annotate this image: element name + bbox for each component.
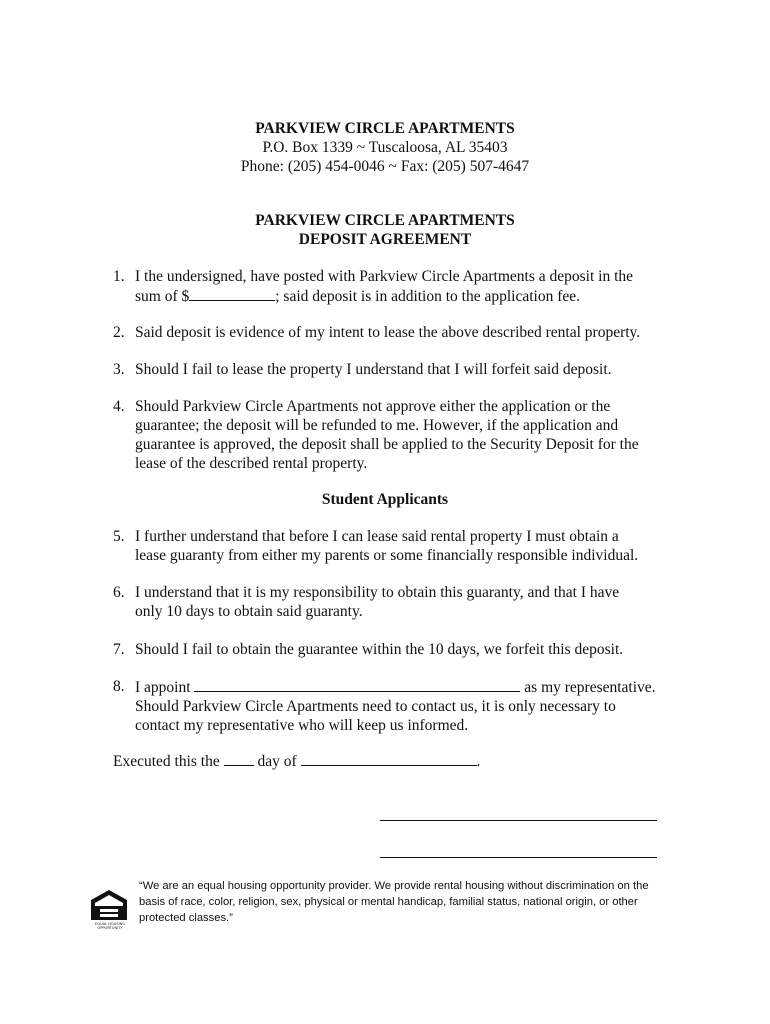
equal-housing-statement: “We are an equal housing opportunity provider. We provide rental housing without discrimination on the basis of race, color, religion, sex, physical or mental handicap, familial status, national origin, or other protected classes.” [139, 880, 649, 924]
clause-text: guarantee; the deposit will be refunded to me. However, if the application and [135, 417, 619, 434]
clause-7 [113, 640, 673, 659]
clause-text: Should I fail to lease the property I understand that I will forfeit said deposit. [135, 361, 612, 378]
section-heading-student-applicants: Student Applicants [321, 491, 449, 508]
company-address: P.O. Box 1339 ~ Tuscaloosa, AL 35403 [262, 139, 508, 156]
month-blank[interactable] [301, 751, 477, 766]
clause-number: 4. [113, 398, 125, 415]
clause-text: Should I fail to obtain the guarantee within the 10 days, we forfeit this deposit. [135, 641, 624, 658]
signature-line-2[interactable] [380, 857, 657, 858]
clause-number: 6. [113, 584, 125, 601]
clause-5 [113, 527, 673, 565]
clause-number: 3. [113, 361, 125, 378]
clause-text: only 10 days to obtain said guaranty. [135, 603, 363, 620]
clause-number: 1. [113, 268, 125, 285]
clause-text: I understand that it is my responsibility to obtain this guaranty, and that I have [135, 584, 620, 601]
company-name: PARKVIEW CIRCLE APARTMENTS [255, 120, 515, 137]
clause-6 [113, 583, 673, 621]
clause-text: contact my representative who will keep us informed. [135, 717, 469, 734]
document-title: DEPOSIT AGREEMENT [298, 231, 472, 248]
clause-text: I further understand that before I can lease said rental property I must obtain a [135, 528, 619, 545]
clause-text: guarantee is approved, the deposit shall be applied to the Security Deposit for the [135, 436, 639, 453]
clause-text: I the undersigned, have posted with Parkview Circle Apartments a deposit in the [135, 268, 634, 285]
clause-text: Said deposit is evidence of my intent to lease the above described rental property. [135, 324, 641, 341]
executed-text: day of [257, 753, 297, 770]
clause-1 [113, 267, 673, 306]
clause-4 [113, 397, 673, 473]
clause-3 [113, 360, 673, 379]
clause-text: Should Parkview Circle Apartments need to contact us, it is only necessary to [135, 698, 616, 715]
clause-2 [113, 323, 673, 342]
clause-number: 5. [113, 528, 125, 545]
company-phone: Phone: (205) 454-0046 ~ Fax: (205) 507-4647 [240, 158, 530, 175]
clause-text: sum of $ [135, 288, 190, 305]
clause-text: lease of the described rental property. [135, 455, 368, 472]
clause-text: I appoint [135, 679, 191, 696]
executed-text: Executed this the [113, 753, 220, 770]
clause-number: 7. [113, 641, 125, 658]
title-company: PARKVIEW CIRCLE APARTMENTS [255, 212, 515, 229]
deposit-amount-blank[interactable] [189, 286, 275, 301]
signature-line-1[interactable] [380, 820, 657, 821]
executed-line [113, 751, 673, 771]
clause-number: 2. [113, 324, 125, 341]
clause-text: lease guaranty from either my parents or some financially responsible individual. [135, 547, 639, 564]
clause-text: ; said deposit is in addition to the application fee. [275, 288, 581, 305]
clause-text: as my representative. [524, 679, 656, 696]
executed-text: . [476, 753, 481, 770]
clause-number: 8. [113, 678, 125, 695]
day-blank[interactable] [224, 751, 254, 766]
clause-text: Should Parkview Circle Apartments not approve either the application or the [135, 398, 611, 415]
equal-housing-caption: EQUAL HOUSING OPPORTUNITY [94, 922, 126, 930]
clause-8 [113, 677, 673, 735]
representative-name-blank[interactable] [194, 677, 520, 692]
